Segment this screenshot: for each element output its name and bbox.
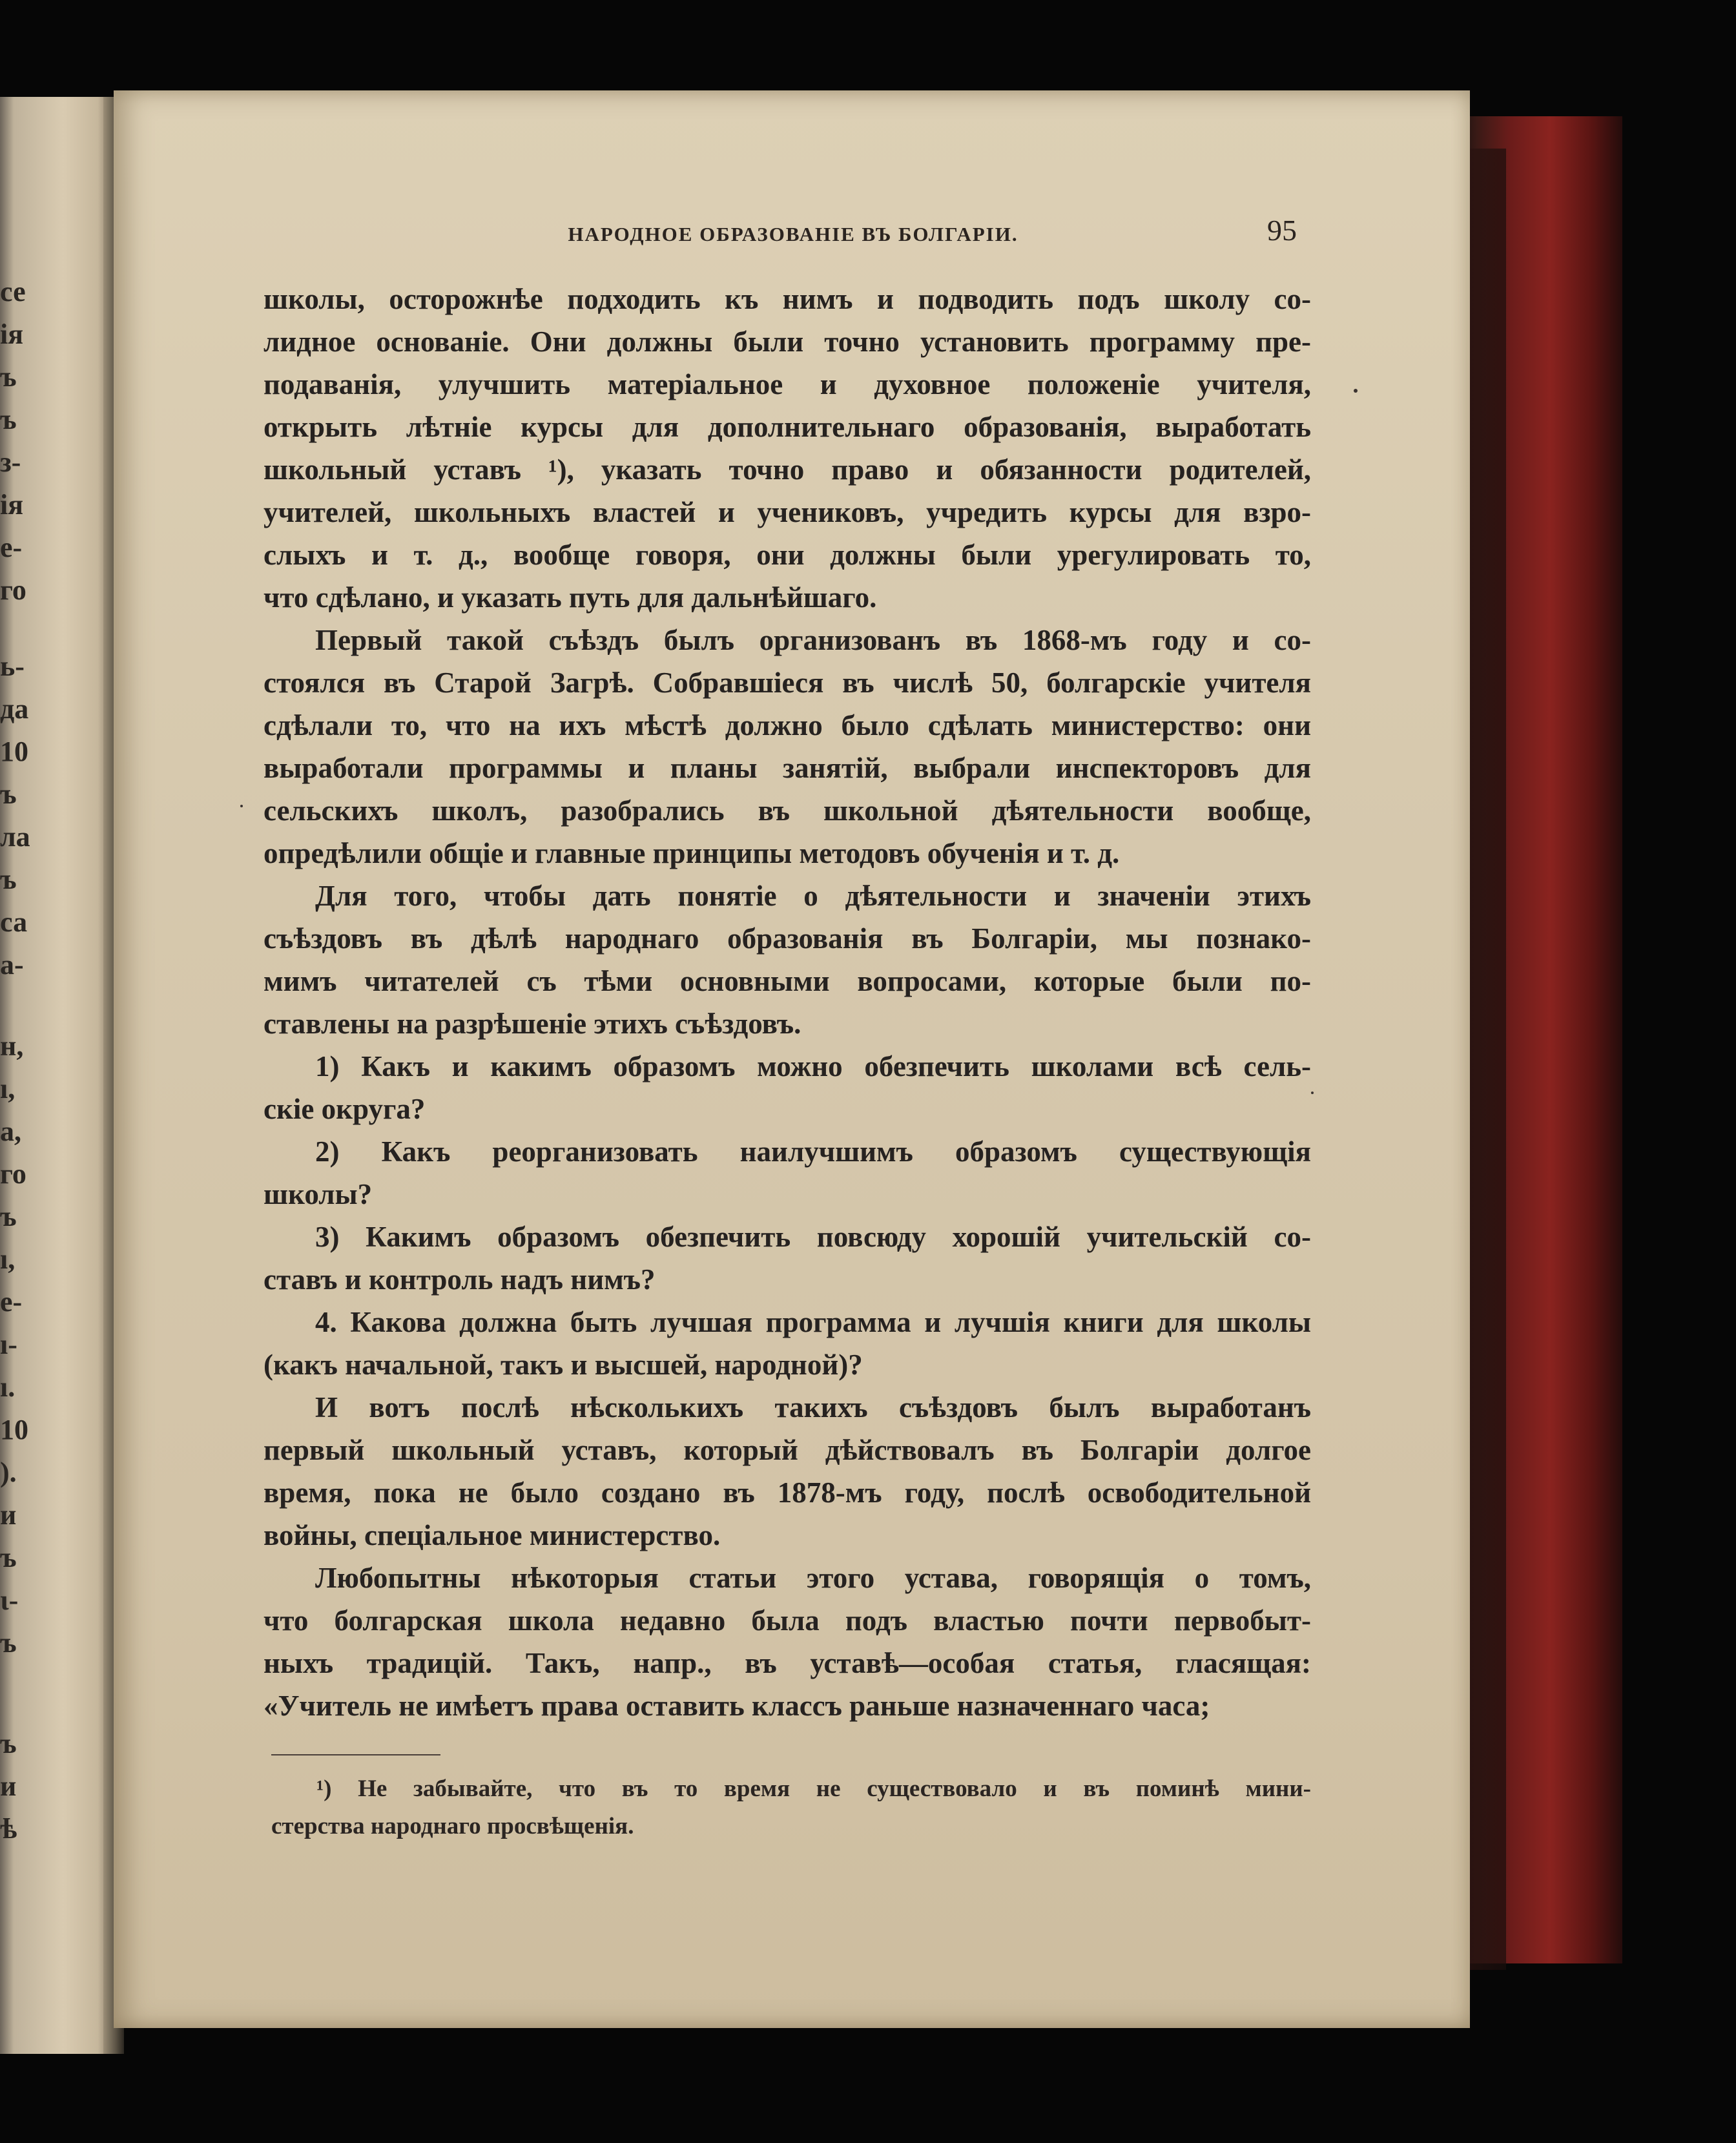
text-line: выработали программы и планы занятій, выбрали инспекторовъ для: [264, 752, 1311, 784]
text-line: подаванія, улучшить матеріальное и духовное положеніе учителя,: [264, 368, 1311, 400]
text-line: сельскихъ школъ, разобрались въ школьной дѣятельности вообще,: [264, 794, 1311, 827]
text-line: время, пока не было создано въ 1878-мъ году, послѣ освободительной: [264, 1476, 1311, 1509]
previous-page-fragment: и: [0, 1499, 17, 1531]
previous-page-fragment: го: [0, 1158, 26, 1190]
previous-page-fragment: ъ: [0, 864, 17, 895]
text-line: «Учитель не имѣетъ права оставить классъ раньше назначеннаго часа;: [264, 1690, 1210, 1722]
previous-page-fragment: ı,: [0, 1243, 16, 1275]
text-line: мимъ читателей съ тѣми основными вопросами, которые были по-: [264, 965, 1311, 997]
previous-page-fragment: ъ: [0, 361, 17, 393]
previous-page-fragment: ія: [0, 489, 24, 521]
previous-page-fragment: ъ: [0, 404, 17, 435]
text-line: школьный уставъ ¹), указать точно право и обязанности родителей,: [264, 453, 1311, 486]
previous-page-fragment: ія: [0, 318, 24, 350]
text-line: Любопытны нѣкоторыя статьи этого устава, говорящія о томъ,: [315, 1562, 1311, 1594]
text-line: учителей, школьныхъ властей и учениковъ, учредить курсы для взро-: [264, 496, 1311, 528]
text-line: ныхъ традицій. Такъ, напр., въ уставѣ—особая статья, гласящая:: [264, 1647, 1311, 1679]
text-line: 1) Какъ и какимъ образомъ можно обезпечить школами всѣ сель-: [315, 1050, 1311, 1082]
text-line: Для того, чтобы дать понятіе о дѣятельности и значеніи этихъ: [315, 880, 1311, 912]
dust-speck: [1311, 1092, 1314, 1094]
text-line: скіе округа?: [264, 1093, 426, 1125]
previous-page-fragment: ь-: [0, 650, 25, 682]
text-line: опредѣлили общіе и главные принципы методовъ обученія и т. д.: [264, 837, 1120, 869]
previous-page-fragment: ъ: [0, 1542, 17, 1573]
previous-page-fragment: ъ: [0, 1627, 17, 1659]
dust-speck: [1354, 389, 1358, 393]
text-line: войны, спеціальное министерство.: [264, 1519, 721, 1551]
previous-page-fragment: ъ: [0, 1728, 17, 1759]
text-line: школы, осторожнѣе подходить къ нимъ и подводить подъ школу со-: [264, 283, 1311, 315]
text-line: школы?: [264, 1178, 373, 1210]
previous-page-fragment: 10: [0, 1414, 28, 1445]
previous-page-fragment: ı-: [0, 1329, 17, 1360]
text-line: Первый такой съѣздъ былъ организованъ въ 1868-мъ году и со-: [315, 624, 1311, 656]
previous-page-fragment: ъ: [0, 778, 17, 810]
previous-page-fragment: з-: [0, 446, 21, 478]
text-line: ставлены на разрѣшеніе этихъ съѣздовъ.: [264, 1008, 801, 1040]
previous-page-fragment: е-: [0, 532, 23, 563]
running-header: НАРОДНОЕ ОБРАЗОВАНІЕ ВЪ БОЛГАРІИ.: [568, 223, 1018, 245]
footnote-line: стерства народнаго просвѣщенія.: [271, 1813, 634, 1839]
previous-page-fragment: ı,: [0, 1073, 16, 1104]
text-line: съѣздовъ въ дѣлѣ народнаго образованія въ Болгаріи, мы познако-: [264, 922, 1311, 955]
text-line: И вотъ послѣ нѣсколькихъ такихъ съѣздовъ былъ выработанъ: [315, 1391, 1311, 1423]
text-line: стоялся въ Старой Загрѣ. Собравшіеся въ числѣ 50, болгарскіе учителя: [264, 667, 1311, 699]
previous-page-fragment: се: [0, 276, 26, 307]
text-line: слыхъ и т. д., вообще говоря, они должны были урегулировать то,: [264, 539, 1311, 571]
text-line: 3) Какимъ образомъ обезпечить повсюду хорошій учительскій со-: [315, 1221, 1311, 1253]
text-line: ставъ и контроль надъ нимъ?: [264, 1263, 656, 1296]
text-line: (какъ начальной, такъ и высшей, народной)?: [264, 1349, 863, 1381]
previous-page-fragment: го: [0, 574, 26, 606]
text-line: сдѣлали то, что на ихъ мѣстѣ должно было сдѣлать министерство: они: [264, 709, 1311, 741]
previous-page-fragment: ι-: [0, 1584, 19, 1616]
text-line: 4. Какова должна быть лучшая программа и лучшія книги для школы: [315, 1306, 1311, 1338]
previous-page-fragment: ).: [0, 1456, 17, 1488]
previous-page-fragment: са: [0, 906, 28, 938]
text-line: первый школьный уставъ, который дѣйствовалъ въ Болгаріи долгое: [264, 1434, 1311, 1466]
previous-page-fragment: ла: [0, 821, 30, 853]
footnote-line: ¹) Не забывайте, что въ то время не существовало и въ поминѣ мини-: [316, 1775, 1311, 1802]
previous-page-fragment: 10: [0, 736, 28, 767]
previous-page-fragment: а-: [0, 949, 24, 980]
text-line: открыть лѣтніе курсы для дополнительнаго образованія, выработать: [264, 411, 1311, 443]
previous-page-fragment: е-: [0, 1286, 23, 1318]
text-line: 2) Какъ реорганизовать наилучшимъ образомъ существующія: [315, 1135, 1311, 1168]
previous-page-fragment: н,: [0, 1030, 24, 1062]
previous-page-fragment: а,: [0, 1115, 21, 1147]
previous-page-fragment: и: [0, 1770, 17, 1802]
page-block-shadow: [1467, 149, 1506, 1970]
text-line: что сдѣлано, и указать путь для дальнѣйшаго.: [264, 581, 877, 614]
previous-page-fragment: ı.: [0, 1371, 16, 1403]
text-line: что болгарская школа недавно была подъ властью почти первобыт-: [264, 1604, 1311, 1637]
dust-speck: [240, 805, 243, 807]
footnote-rule: [271, 1754, 440, 1755]
previous-page-fragment: ъ: [0, 1201, 17, 1232]
text-line: лидное основаніе. Они должны были точно установить программу пре-: [264, 326, 1311, 358]
previous-page-fragment: да: [0, 693, 29, 725]
page-number: 95: [1267, 214, 1297, 247]
previous-page-fragment: ѣ: [0, 1813, 17, 1845]
